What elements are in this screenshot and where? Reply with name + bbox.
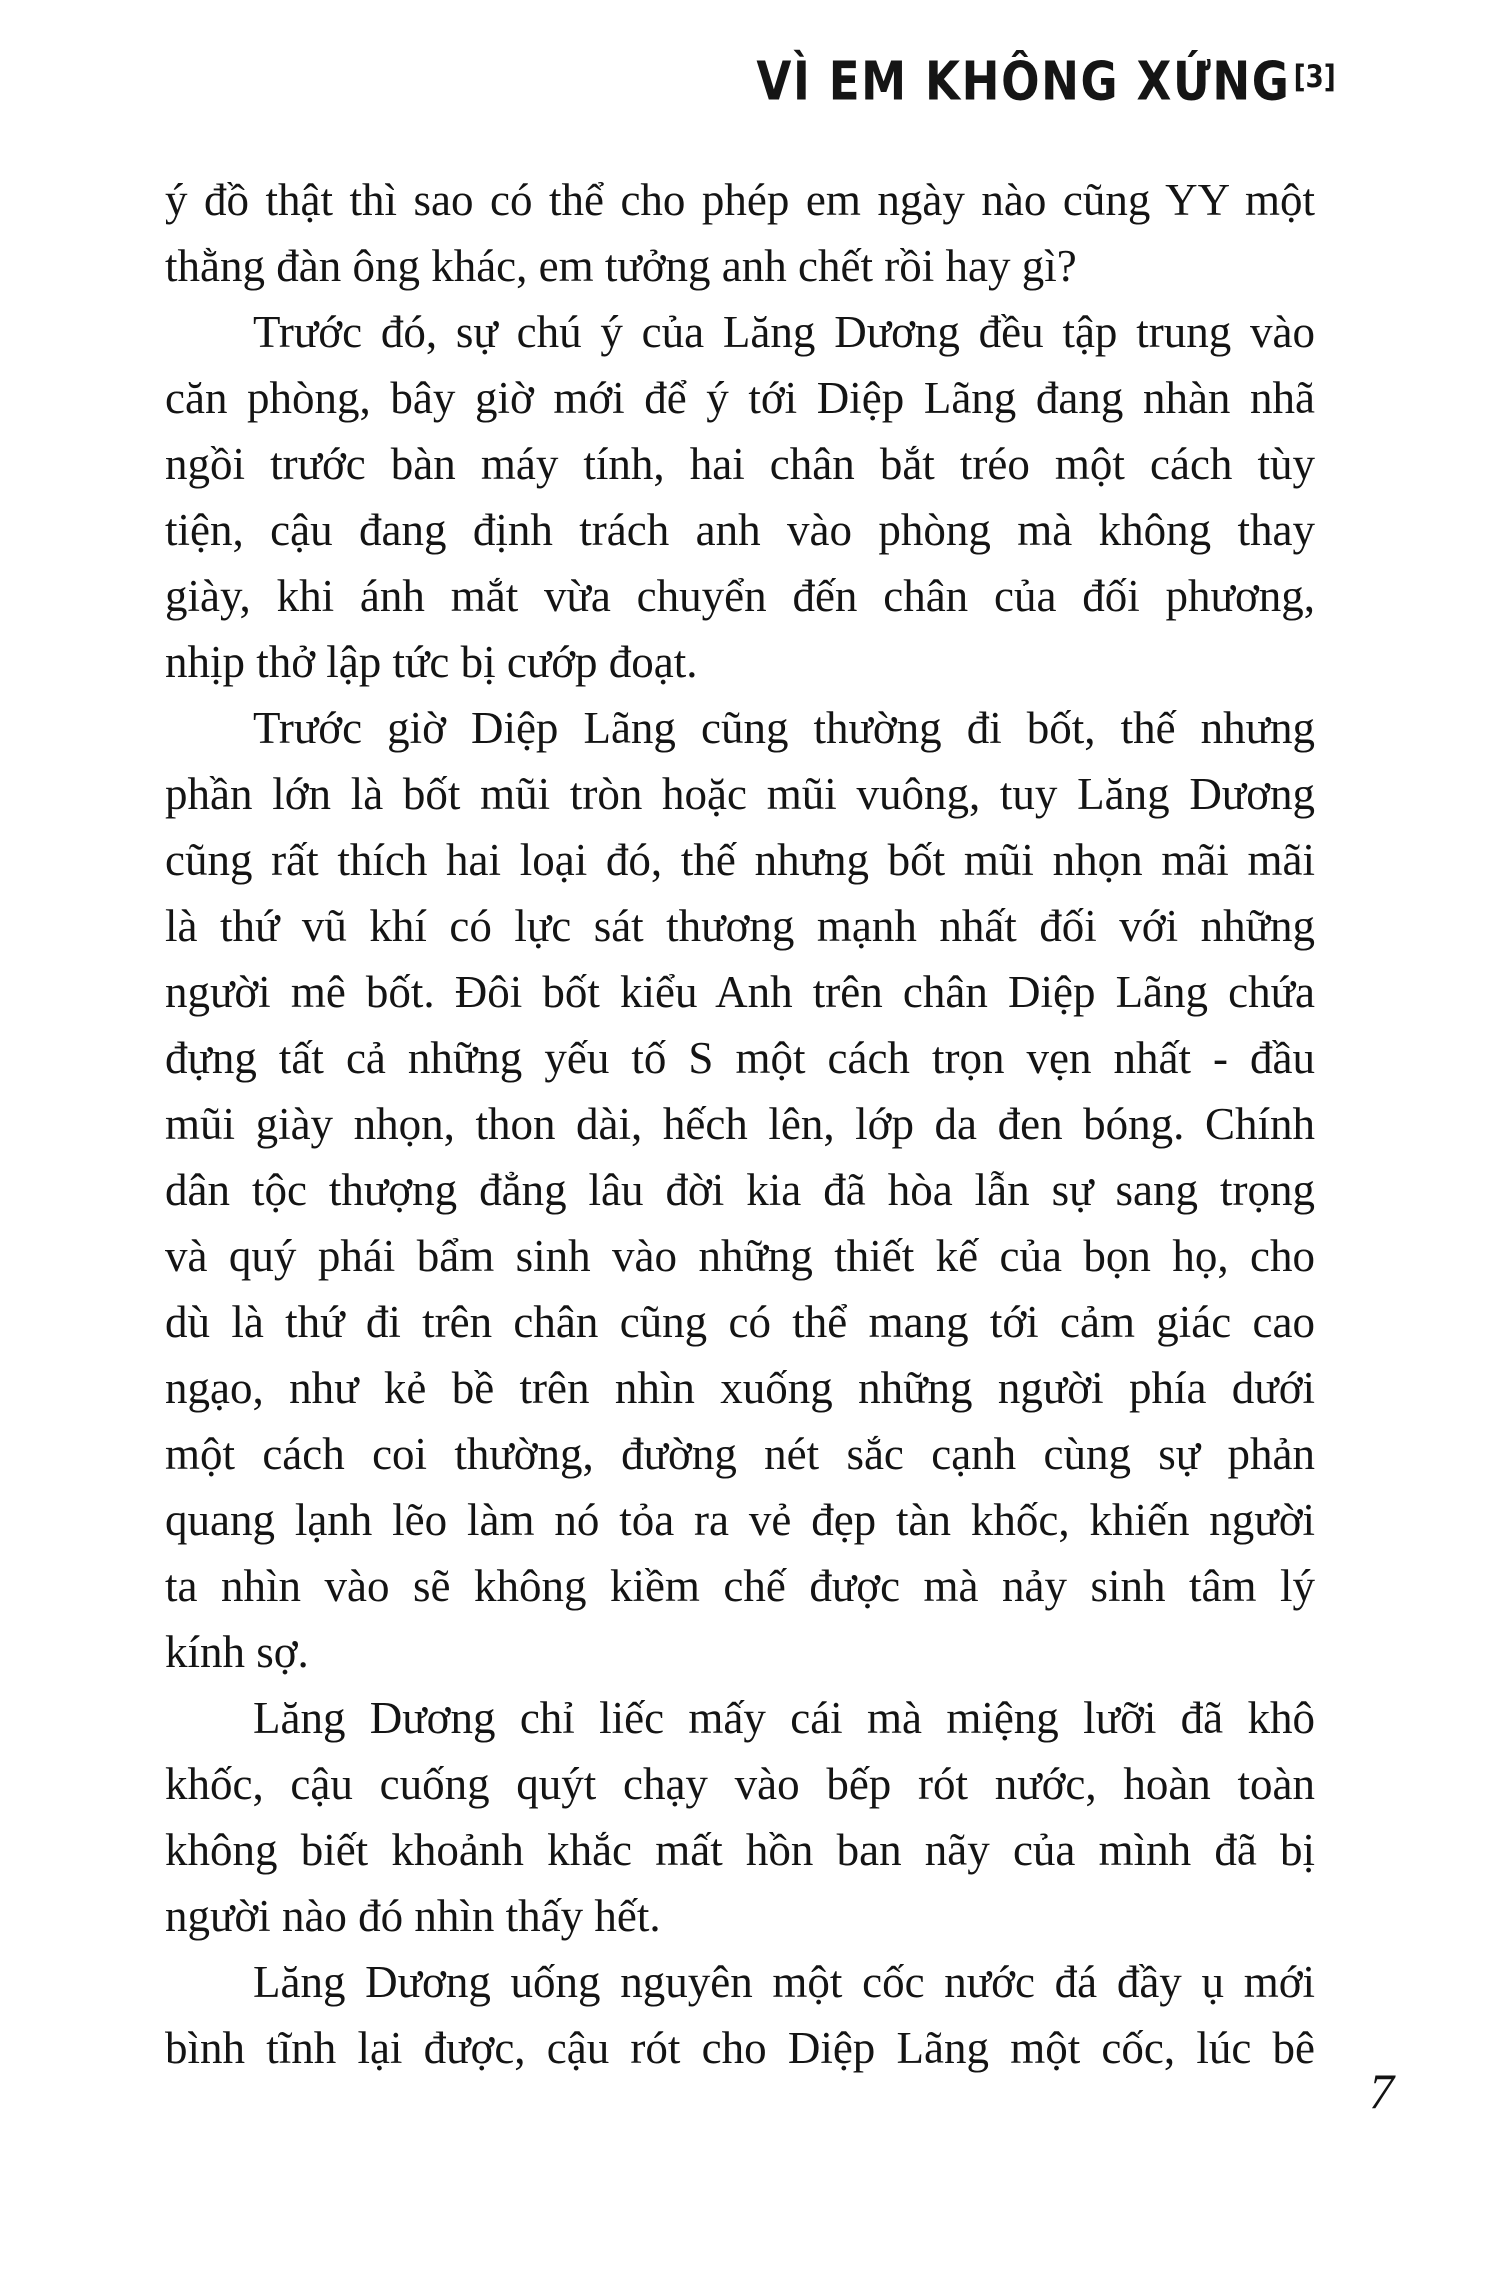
- text-line: nhịp thở lập tức bị cướp đoạt.: [165, 637, 698, 687]
- text-line: ta nhìn vào sẽ không kiềm chế được mà nảy sinh tâm lý: [165, 1561, 1315, 1611]
- text-block: [165, 167, 1315, 2081]
- volume-marker: [3]: [1293, 58, 1336, 95]
- text-line: dân tộc thượng đẳng lâu đời kia đã hòa lẫn sự sang trọng: [165, 1165, 1315, 1215]
- text-line: người nào đó nhìn thấy hết.: [165, 1891, 661, 1941]
- text-line: Trước giờ Diệp Lãng cũng thường đi bốt, thế nhưng: [253, 703, 1315, 753]
- text-line: một cách coi thường, đường nét sắc cạnh cùng sự phản: [165, 1429, 1315, 1479]
- text-line: quang lạnh lẽo làm nó tỏa ra vẻ đẹp tàn khốc, khiến người: [165, 1495, 1315, 1545]
- paragraph: [165, 1685, 1315, 1949]
- text-line: bình tĩnh lại được, cậu rót cho Diệp Lãng một cốc, lúc bê: [165, 2023, 1315, 2073]
- text-line: tiện, cậu đang định trách anh vào phòng mà không thay: [165, 505, 1315, 555]
- running-head: [757, 50, 1336, 113]
- text-line: người mê bốt. Đôi bốt kiểu Anh trên chân Diệp Lãng chứa: [165, 967, 1315, 1017]
- text-line: mũi giày nhọn, thon dài, hếch lên, lớp da đen bóng. Chính: [165, 1099, 1315, 1149]
- text-line: ý đồ thật thì sao có thể cho phép em ngày nào cũng YY một: [165, 175, 1315, 225]
- text-line: căn phòng, bây giờ mới để ý tới Diệp Lãng đang nhàn nhã: [165, 373, 1315, 423]
- paragraph: [165, 695, 1315, 1685]
- text-line: Lăng Dương chỉ liếc mấy cái mà miệng lưỡi đã khô: [253, 1693, 1315, 1743]
- text-line: khốc, cậu cuống quýt chạy vào bếp rót nước, hoàn toàn: [165, 1759, 1315, 1809]
- text-line: không biết khoảnh khắc mất hồn ban nãy của mình đã bị: [165, 1825, 1315, 1875]
- text-line: phần lớn là bốt mũi tròn hoặc mũi vuông, tuy Lăng Dương: [165, 769, 1315, 819]
- paragraph: [165, 167, 1315, 299]
- text-line: và quý phái bẩm sinh vào những thiết kế của bọn họ, cho: [165, 1231, 1315, 1281]
- text-line: kính sợ.: [165, 1627, 309, 1677]
- text-line: là thứ vũ khí có lực sát thương mạnh nhất đối với những: [165, 901, 1315, 951]
- text-line: cũng rất thích hai loại đó, thế nhưng bốt mũi nhọn mãi mãi: [165, 835, 1315, 885]
- text-line: dù là thứ đi trên chân cũng có thể mang tới cảm giác cao: [165, 1297, 1315, 1347]
- text-line: Trước đó, sự chú ý của Lăng Dương đều tập trung vào: [253, 307, 1315, 357]
- text-line: đựng tất cả những yếu tố S một cách trọn vẹn nhất - đầu: [165, 1033, 1315, 1083]
- text-line: thằng đàn ông khác, em tưởng anh chết rồi hay gì?: [165, 241, 1077, 291]
- page-number: 7: [1369, 2063, 1394, 2119]
- book-title: VÌ EM KHÔNG XỨNG: [756, 50, 1291, 113]
- text-line: ngồi trước bàn máy tính, hai chân bắt tréo một cách tùy: [165, 439, 1315, 489]
- text-line: giày, khi ánh mắt vừa chuyển đến chân của đối phương,: [165, 571, 1315, 621]
- paragraph: [165, 299, 1315, 695]
- text-line: ngạo, như kẻ bề trên nhìn xuống những người phía dưới: [165, 1363, 1315, 1413]
- text-line: Lăng Dương uống nguyên một cốc nước đá đầy ụ mới: [253, 1957, 1315, 2007]
- paragraph: [165, 1949, 1315, 2081]
